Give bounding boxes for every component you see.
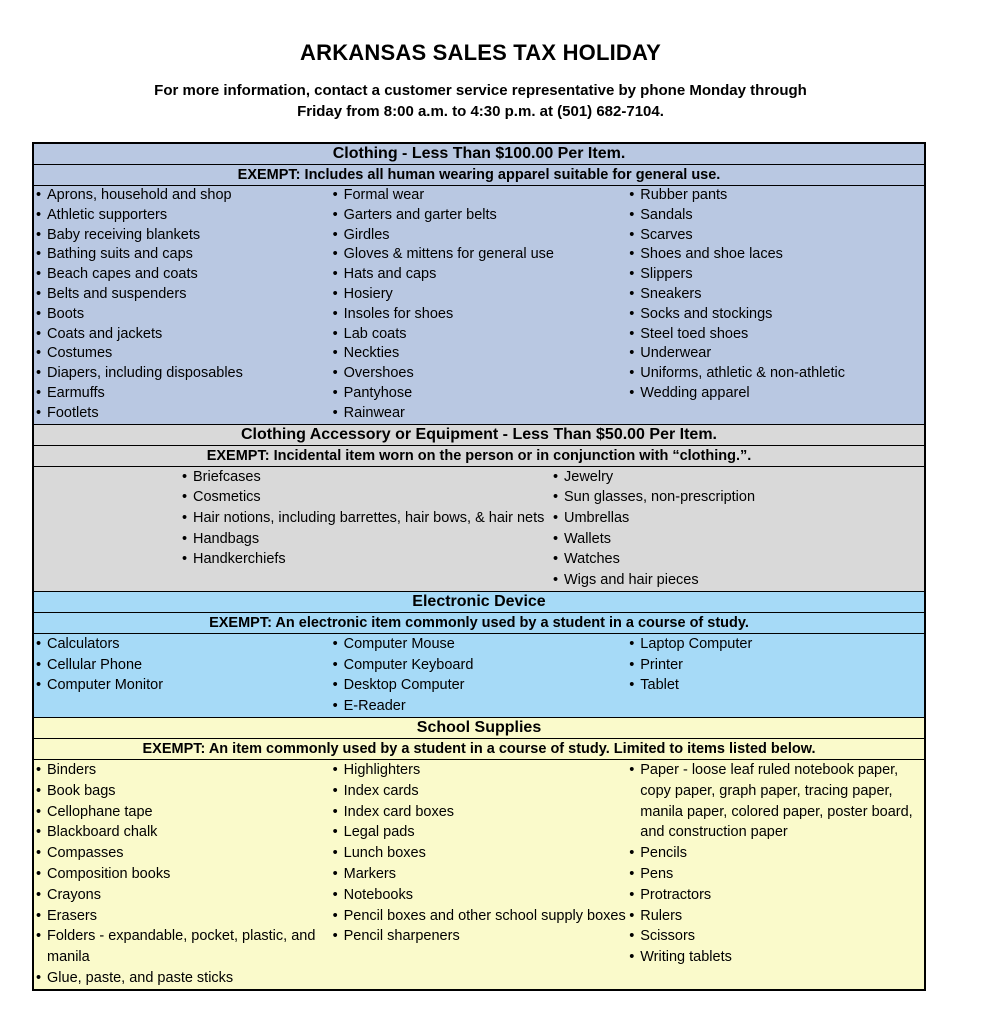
list-item: • Computer Keyboard [333,655,628,676]
list-item: • Beach capes and coats [36,265,331,285]
list-item: • Scissors [629,926,924,947]
list-item: • Binders [36,760,331,781]
section-exempt: EXEMPT: An electronic item commonly used by a student in a course of study. [34,613,924,634]
section-accessory [34,424,924,591]
item-column [331,634,628,717]
section-title: School Supplies [34,718,924,739]
list-item: • Pencils [629,843,924,864]
list-item: • Index cards [333,781,628,802]
section-title: Clothing Accessory or Equipment - Less Than $50.00 Per Item. [34,425,924,446]
list-item: • Neckties [333,344,628,364]
list-item: • Cellophane tape [36,802,331,823]
list-item: • Scarves [629,226,924,246]
list-item: • Briefcases [182,467,553,488]
list-item: • Folders - expandable, pocket, plastic, and manila [36,926,331,968]
list-item: • Steel toed shoes [629,325,924,345]
list-item: • Computer Mouse [333,634,628,655]
list-item: • Composition books [36,864,331,885]
list-item: • Baby receiving blankets [36,226,331,246]
item-columns [34,760,924,989]
list-item: • Hats and caps [333,265,628,285]
list-item: • Gloves & mittens for general use [333,245,628,265]
list-item: • Hair notions, including barrettes, hair bows, & hair nets [182,508,553,529]
item-column [627,186,924,424]
section-title: Electronic Device [34,592,924,613]
list-item: • Legal pads [333,822,628,843]
list-item: • Lab coats [333,325,628,345]
list-item: • Crayons [36,885,331,906]
list-item: • Overshoes [333,364,628,384]
section-exempt: EXEMPT: Includes all human wearing apparel suitable for general use. [34,165,924,186]
list-item: • Costumes [36,344,331,364]
list-item: • Bathing suits and caps [36,245,331,265]
list-item: • E-Reader [333,696,628,717]
list-item: • Earmuffs [36,384,331,404]
list-item: • Calculators [36,634,331,655]
list-item: • Rubber pants [629,186,924,206]
list-item: • Wallets [553,529,924,550]
list-item: • Aprons, household and shop [36,186,331,206]
list-item: • Book bags [36,781,331,802]
list-item: • Sandals [629,206,924,226]
list-item: • Boots [36,305,331,325]
contact-info-line-1: For more information, contact a customer service representative by phone Monday through [154,82,807,99]
list-item: • Umbrellas [553,508,924,529]
page-title: ARKANSAS SALES TAX HOLIDAY [300,40,661,65]
list-item: • Pencil boxes and other school supply boxes [333,906,628,927]
list-item: • Compasses [36,843,331,864]
item-column [331,186,628,424]
section-exempt: EXEMPT: Incidental item worn on the person or in conjunction with “clothing.”. [34,446,924,467]
list-item: • Rainwear [333,404,628,424]
list-item: • Markers [333,864,628,885]
list-item: • Desktop Computer [333,675,628,696]
list-item: • Laptop Computer [629,634,924,655]
item-columns [34,467,924,591]
list-item: • Hosiery [333,285,628,305]
list-item: • Socks and stockings [629,305,924,325]
list-item: • Slippers [629,265,924,285]
list-item: • Tablet [629,675,924,696]
list-item: • Garters and garter belts [333,206,628,226]
list-item: • Glue, paste, and paste sticks [36,968,331,989]
list-item: • Computer Monitor [36,675,331,696]
section-school-supplies [34,717,924,989]
list-item: • Wedding apparel [629,384,924,404]
list-item: • Coats and jackets [36,325,331,345]
section-title: Clothing - Less Than $100.00 Per Item. [34,144,924,165]
list-item: • Underwear [629,344,924,364]
list-item: • Shoes and shoe laces [629,245,924,265]
item-column [34,760,331,989]
item-column [331,760,628,989]
section-exempt: EXEMPT: An item commonly used by a student in a course of study. Limited to items listed below. [34,739,924,760]
list-item: • Diapers, including disposables [36,364,331,384]
list-item: • Handbags [182,529,553,550]
list-item: • Lunch boxes [333,843,628,864]
list-item: • Erasers [36,906,331,927]
list-item: • Highlighters [333,760,628,781]
list-item: • Notebooks [333,885,628,906]
section-electronic [34,591,924,717]
list-item: • Pencil sharpeners [333,926,628,947]
list-item: • Jewelry [553,467,924,488]
list-item: • Athletic supporters [36,206,331,226]
list-item: • Cosmetics [182,487,553,508]
section-clothing [34,144,924,424]
list-item: • Writing tablets [629,947,924,968]
item-columns [34,634,924,717]
contact-info [0,80,961,122]
list-item: • Printer [629,655,924,676]
list-item: • Watches [553,549,924,570]
item-column [182,467,553,591]
item-columns [34,186,924,424]
contact-info-line-2: Friday from 8:00 a.m. to 4:30 p.m. at (501) 682-7104. [297,103,664,120]
list-item: • Rulers [629,906,924,927]
list-item: • Girdles [333,226,628,246]
list-item: • Formal wear [333,186,628,206]
list-item: • Wigs and hair pieces [553,570,924,591]
list-item: • Handkerchiefs [182,549,553,570]
list-item: • Footlets [36,404,331,424]
list-item: • Belts and suspenders [36,285,331,305]
list-item: • Sneakers [629,285,924,305]
list-item: • Paper - loose leaf ruled notebook paper, copy paper, graph paper, tracing paper, manila paper, colored paper, poster board, and construction paper [629,760,924,843]
item-column [627,634,924,717]
item-column [627,760,924,989]
list-item: • Protractors [629,885,924,906]
list-item: • Pantyhose [333,384,628,404]
list-item: • Cellular Phone [36,655,331,676]
item-column [553,467,924,591]
item-column [34,186,331,424]
item-column [34,634,331,717]
list-item: • Sun glasses, non-prescription [553,487,924,508]
list-item: • Pens [629,864,924,885]
list-item: • Index card boxes [333,802,628,823]
list-item: • Insoles for shoes [333,305,628,325]
list-item: • Blackboard chalk [36,822,331,843]
tax-holiday-table [32,142,926,991]
list-item: • Uniforms, athletic & non-athletic [629,364,924,384]
